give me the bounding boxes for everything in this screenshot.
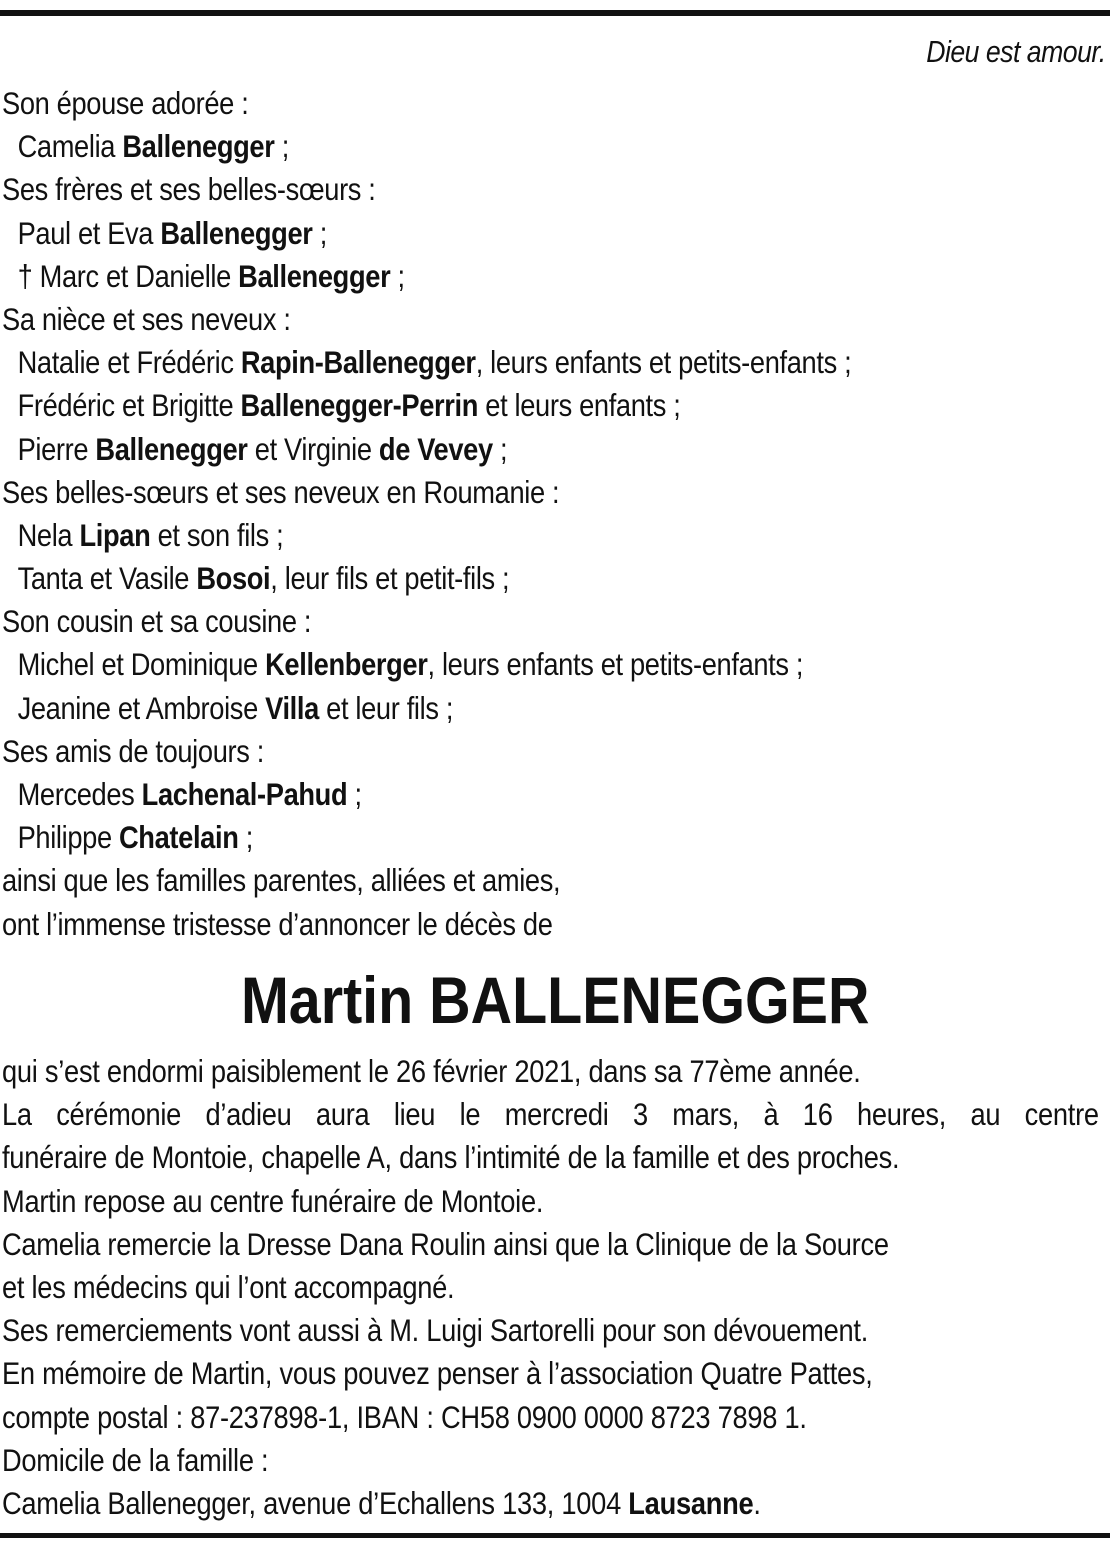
bold-name: de Vevey [378, 430, 493, 467]
details-line [2, 1309, 1099, 1352]
text-segment: et son fils ; [150, 516, 284, 553]
text-segment: ; [312, 214, 327, 251]
family-line [2, 600, 1075, 643]
bold-name: Lipan [79, 516, 151, 553]
text-segment: Camelia [17, 128, 123, 165]
text-segment: et les médecins qui l’ont accompagné. [2, 1268, 455, 1305]
text-segment: ; [390, 257, 405, 294]
family-line [2, 298, 1075, 341]
text-segment: , leur fils et petit-fils ; [270, 560, 510, 597]
family-line [2, 82, 1075, 125]
deceased-name-text: Martin BALLENEGGER [240, 963, 870, 1037]
text-segment: Pierre [17, 430, 96, 467]
text-segment: Michel et Dominique [17, 646, 266, 683]
text-segment: ; [238, 819, 253, 856]
text-segment: ainsi que les familles parentes, alliées et amies, [2, 862, 561, 899]
details-line [2, 1180, 1099, 1223]
bold-name: Ballenegger [122, 128, 275, 165]
family-line-member [2, 125, 1075, 168]
family-line-member [2, 428, 1075, 471]
deceased-name [0, 960, 1110, 1040]
text-segment: Tanta et Vasile [17, 560, 197, 597]
family-line [2, 903, 1075, 946]
details-line [2, 1396, 1099, 1439]
family-line-member [2, 384, 1075, 427]
text-segment: Mercedes [17, 776, 142, 812]
details-line [2, 1050, 1099, 1093]
text-segment: funéraire de Montoie, chapelle A, dans l’intimité de la famille et des proches. [2, 1139, 900, 1176]
bold-name: Ballenegger [238, 257, 391, 294]
text-segment: En mémoire de Martin, vous pouvez penser à l’association Quatre Pattes, [2, 1355, 873, 1392]
family-line-member [2, 773, 1075, 816]
details-line [2, 1352, 1099, 1395]
family-line-member [2, 687, 1075, 730]
text-segment: ; [347, 776, 362, 812]
family-line [2, 471, 1075, 514]
text-segment: , leurs enfants et petits-enfants ; [427, 646, 804, 683]
text-segment: Sa nièce et ses neveux : [2, 300, 291, 337]
text-segment: Ses belles-sœurs et ses neveux en Roumanie : [2, 473, 560, 510]
family-line-member [2, 255, 1075, 298]
family-line-member [2, 816, 1075, 859]
text-segment: Son épouse adorée : [2, 85, 249, 121]
text-segment: et leur fils ; [318, 689, 454, 726]
text-segment: Nela [17, 516, 80, 553]
text-segment: Camelia Ballenegger, avenue d’Echallens 133, 1004 [2, 1484, 629, 1521]
text-segment: ont l’immense tristesse d’annoncer le décès de [2, 905, 553, 942]
text-segment: Ses frères et ses belles-sœurs : [2, 171, 376, 208]
text-segment: Ses remerciements vont aussi à M. Luigi Sartorelli pour son dévouement. [2, 1312, 869, 1349]
details-line [2, 1266, 1099, 1309]
text-segment: Camelia remercie la Dresse Dana Roulin ainsi que la Clinique de la Source [2, 1225, 889, 1262]
family-line-member [2, 557, 1075, 600]
bold-name: Villa [265, 689, 319, 726]
text-segment: Son cousin et sa cousine : [2, 603, 312, 640]
text-segment: Paul et Eva [17, 214, 161, 251]
family-line-member [2, 341, 1075, 384]
text-segment: qui s’est endormi paisiblement le 26 février 2021, dans sa 77ème année. [2, 1053, 861, 1089]
details-line [2, 1223, 1099, 1266]
text-segment: Philippe [17, 819, 119, 856]
text-segment: . [753, 1484, 761, 1521]
text-segment: † Marc et Danielle [17, 257, 239, 294]
text-segment: Frédéric et Brigitte [17, 387, 241, 424]
family-line [2, 859, 1075, 902]
details-line [2, 1093, 1099, 1136]
text-segment: Natalie et Frédéric [17, 344, 241, 381]
bold-name: Rapin-Ballenegger [240, 344, 476, 381]
family-line [2, 730, 1075, 773]
text-segment: Jeanine et Ambroise [17, 689, 266, 726]
bold-name: Kellenberger [265, 646, 428, 683]
text-segment: compte postal : 87-237898-1, IBAN : CH58 0900 0000 8723 7898 1. [2, 1398, 807, 1435]
epigraph: Dieu est amour. [926, 34, 1106, 69]
text-segment: ; [492, 430, 508, 467]
text-segment: Domicile de la famille : [2, 1441, 269, 1478]
bold-name: Lachenal-Pahud [141, 776, 348, 812]
bold-name: Ballenegger [95, 430, 248, 467]
family-line-member [2, 514, 1075, 557]
details-line [2, 1482, 1099, 1525]
family-line [2, 168, 1075, 211]
top-rule [0, 10, 1110, 16]
family-line-member [2, 643, 1075, 686]
bottom-rule [0, 1533, 1110, 1538]
details-line [2, 1136, 1099, 1179]
text-segment: et Virginie [247, 430, 379, 467]
text-segment: La cérémonie d’adieu aura lieu le mercredi 3 mars, à 16 heures, au centre [2, 1096, 1099, 1133]
family-list [2, 82, 1075, 946]
text-segment: Martin repose au centre funéraire de Montoie. [2, 1182, 544, 1219]
bold-name: Ballenegger-Perrin [240, 387, 479, 424]
bold-name: Bosoi [196, 560, 271, 597]
family-line-member [2, 212, 1075, 255]
text-segment: , leurs enfants et petits-enfants ; [475, 344, 852, 381]
bold-name: Lausanne [628, 1484, 754, 1521]
bold-name: Ballenegger [160, 214, 313, 251]
text-segment: ; [274, 128, 289, 165]
bold-name: Chatelain [118, 819, 239, 856]
text-segment: Ses amis de toujours : [2, 732, 264, 769]
text-segment: et leurs enfants ; [478, 387, 681, 424]
details-block [2, 1050, 1099, 1525]
details-line [2, 1439, 1099, 1482]
